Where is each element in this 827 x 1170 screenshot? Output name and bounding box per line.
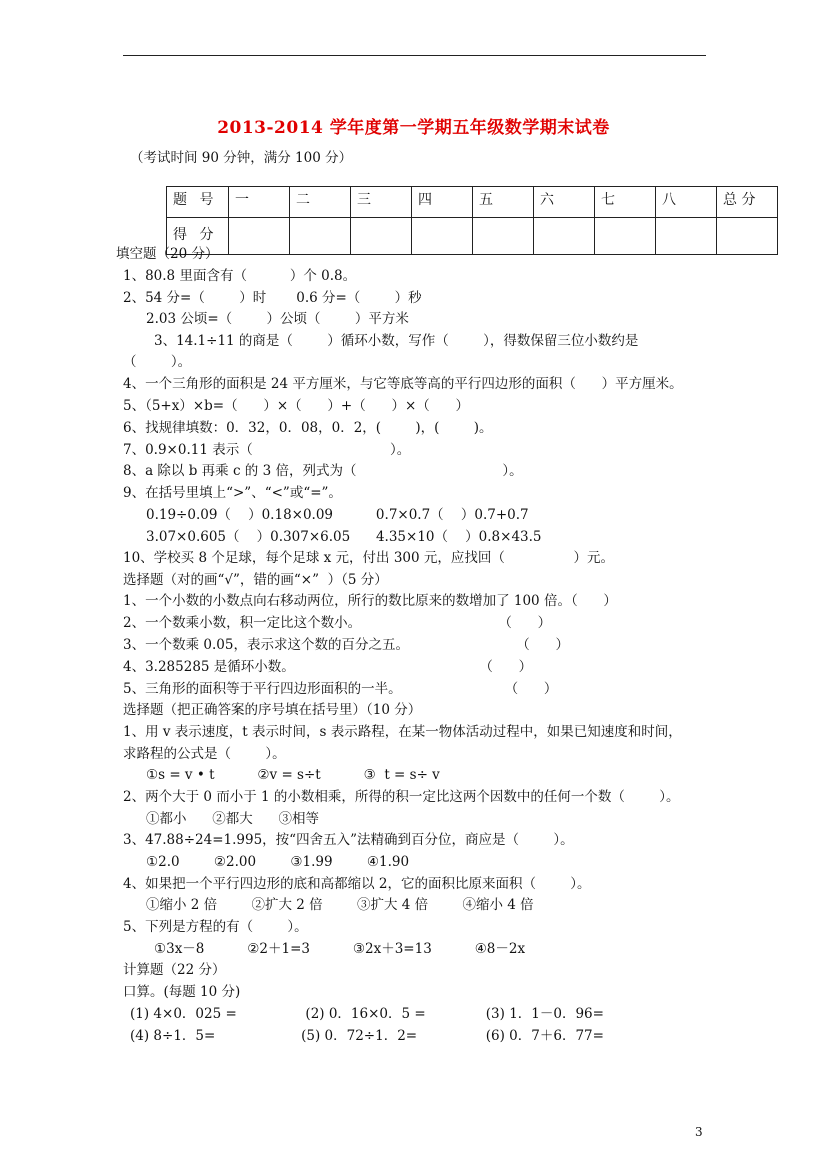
score-cell bbox=[351, 218, 412, 255]
exam-line: 4、一个三角形的面积是 24 平方厘米，与它等底等高的平行四边形的面积（ ）平方厘米。 bbox=[123, 376, 683, 392]
score-table-header-cell: 总 分 bbox=[717, 187, 778, 218]
score-cell bbox=[534, 218, 595, 255]
score-table-header-cell: 二 bbox=[290, 187, 351, 218]
score-cell bbox=[473, 218, 534, 255]
exam-line: ①缩小 2 倍 ②扩大 2 倍 ③扩大 4 倍 ④缩小 4 倍 bbox=[146, 897, 534, 913]
exam-line: 求路程的公式是（ ）。 bbox=[123, 746, 286, 762]
exam-line: 1、80.8 里面含有（ ）个 0.8。 bbox=[123, 268, 357, 284]
exam-line: ①2.0 ②2.00 ③1.99 ④1.90 bbox=[146, 854, 410, 870]
exam-line: 6、找规律填数：0．32，0．08，0．2，( )，( )。 bbox=[123, 420, 493, 436]
score-table-score-row bbox=[167, 218, 778, 255]
exam-line: 3.07×0.605（ ）0.307×6.05 4.35×10（ ）0.8×43.5 bbox=[146, 529, 542, 545]
exam-line: (1) 4×0．025 = (2) 0．16×0．5 = (3) 1．1－0．96= bbox=[130, 1006, 604, 1022]
score-cell bbox=[290, 218, 351, 255]
exam-line: 4、如果把一个平行四边形的底和高都缩以 2，它的面积比原来面积（ ）。 bbox=[123, 876, 591, 892]
score-table-header-cell: 题 号 bbox=[167, 187, 229, 218]
exam-line: 9、在括号里填上“>”、“<”或“=”。 bbox=[123, 485, 342, 501]
score-table-header-cell: 一 bbox=[229, 187, 290, 218]
exam-line: 2、两个大于 0 而小于 1 的小数相乘，所得的积一定比这两个因数中的任何一个数（ ）。 bbox=[123, 789, 680, 805]
score-table-header-cell: 七 bbox=[595, 187, 656, 218]
exam-line: 选择题（把正确答案的序号填在括号里）（10 分） bbox=[123, 702, 422, 718]
score-table-header-row bbox=[167, 187, 778, 218]
exam-line: ①s = v • t ②v = s÷t ③ t = s÷ v bbox=[146, 767, 440, 783]
exam-line: 7、0.9×0.11 表示（ ）。 bbox=[123, 442, 411, 458]
header-rule bbox=[123, 55, 706, 56]
score-table-header-cell: 六 bbox=[534, 187, 595, 218]
exam-line: 口算。(每题 10 分) bbox=[123, 984, 241, 1000]
exam-line: 3、一个数乘 0.05，表示求这个数的百分之五。 （ ） bbox=[123, 637, 569, 653]
score-table-header-cell: 五 bbox=[473, 187, 534, 218]
score-table bbox=[166, 186, 778, 255]
exam-line: 计算题（22 分） bbox=[123, 962, 226, 978]
exam-subtitle: （考试时间 90 分钟，满分 100 分） bbox=[130, 150, 353, 166]
exam-line: 1、用 v 表示速度，t 表示时间，s 表示路程，在某一物体活动过程中，如果已知速度和时间， bbox=[123, 724, 682, 740]
exam-line: 2、一个数乘小数，积一定比这个数小。 （ ） bbox=[123, 615, 552, 631]
exam-line: ①都小 ②都大 ③相等 bbox=[146, 811, 319, 827]
exam-line: 0.19÷0.09（ ）0.18×0.09 0.7×0.7（ ）0.7+0.7 bbox=[146, 507, 529, 523]
exam-line: 5、三角形的面积等于平行四边形面积的一半。 （ ） bbox=[123, 681, 558, 697]
score-cell bbox=[595, 218, 656, 255]
exam-line: 8、a 除以 b 再乘 c 的 3 倍，列式为（ ）。 bbox=[123, 463, 523, 479]
exam-line: 3、47.88÷24=1.995，按“四舍五入”法精确到百分位，商应是（ ）。 bbox=[123, 832, 574, 848]
score-cell bbox=[229, 218, 290, 255]
exam-line: 2.03 公顷=（ ）公顷（ ）平方米 bbox=[146, 311, 409, 327]
exam-line: 1、一个小数的小数点向右移动两位，所行的数比原来的数增加了 100 倍。（ ） bbox=[123, 593, 617, 609]
exam-line: 10、学校买 8 个足球，每个足球 x 元，付出 300 元，应找回（ ）元。 bbox=[123, 550, 615, 566]
exam-line: 3、14.1÷11 的商是（ ）循环小数，写作（ ），得数保留三位小数约是 bbox=[154, 333, 639, 349]
exam-line: （ ）。 bbox=[123, 354, 192, 370]
score-cell bbox=[717, 218, 778, 255]
exam-line: ①3x－8 ②2＋1=3 ③2x＋3=13 ④8－2x bbox=[154, 941, 526, 957]
exam-line: 2、54 分=（ ）时 0.6 分=（ ）秒 bbox=[123, 290, 422, 306]
exam-line: 5、（5+x）×b=（ ）×（ ）+（ ）×（ ） bbox=[123, 398, 470, 414]
exam-title: 2013-2014 学年度第一学期五年级数学期末试卷 bbox=[217, 118, 610, 138]
score-cell bbox=[656, 218, 717, 255]
exam-line: 4、3.285285 是循环小数。 （ ） bbox=[123, 659, 533, 675]
score-table-header-cell: 八 bbox=[656, 187, 717, 218]
page-number: 3 bbox=[695, 1125, 703, 1139]
exam-line: (4) 8÷1．5= (5) 0．72÷1．2= (6) 0．7＋6．77= bbox=[130, 1028, 604, 1044]
score-cell bbox=[412, 218, 473, 255]
score-table-header-cell: 三 bbox=[351, 187, 412, 218]
exam-line: 选择题（对的画“√”，错的画“×” ）（5 分） bbox=[123, 572, 388, 588]
exam-line: 5、下列是方程的有（ ）。 bbox=[123, 919, 308, 935]
exam-line: 填空题（20 分） bbox=[116, 246, 219, 262]
score-table-row-label: 得 分 bbox=[167, 218, 229, 255]
score-table-header-cell: 四 bbox=[412, 187, 473, 218]
